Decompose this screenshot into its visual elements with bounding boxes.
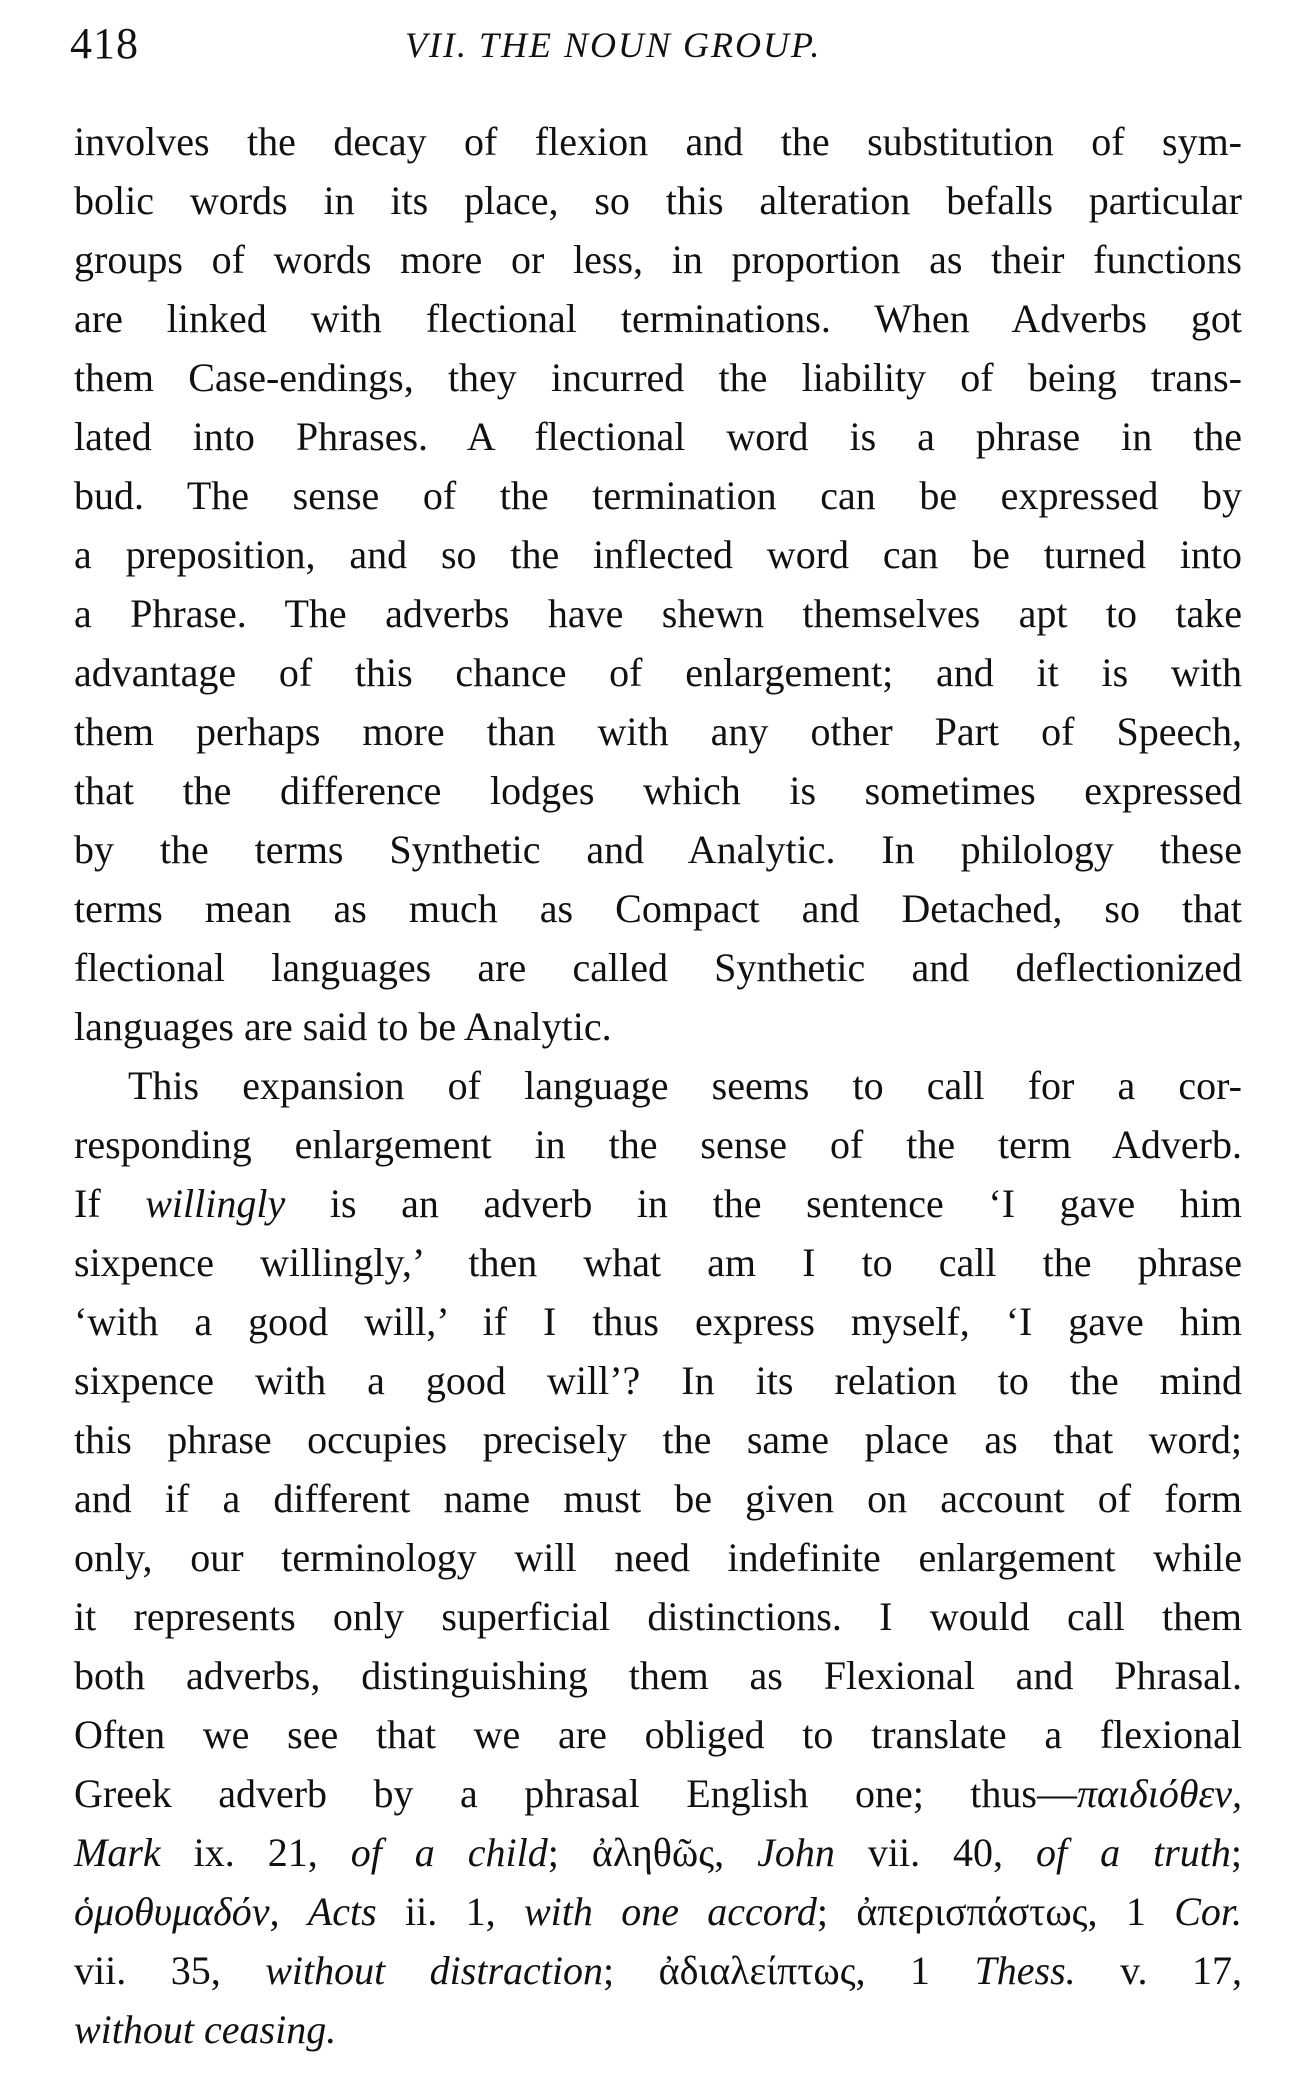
text-line	[74, 1882, 1242, 1941]
running-head: VII. THE NOUN GROUP.	[405, 25, 822, 65]
text-line: responding enlargement in the sense of the term Adverb.	[74, 1122, 1242, 1167]
text-line: sixpence with a good will’? In its relation to the mind	[74, 1358, 1242, 1403]
citation-book: Acts	[307, 1889, 377, 1934]
greek-term: παιδιόθεν,	[1076, 1771, 1242, 1816]
text-run: ;	[1230, 1830, 1243, 1875]
translation: without distraction	[265, 1948, 604, 1993]
text-line: ‘with a good will,’ if I thus express myself, ‘I gave him	[74, 1299, 1242, 1344]
text-line: are linked with flectional terminations. When Adverbs got	[74, 296, 1242, 341]
text-run: If	[74, 1181, 146, 1226]
text-line: a Phrase. The adverbs have shewn themselves apt to take	[74, 591, 1242, 636]
text-line: them perhaps more than with any other Part of Speech,	[74, 709, 1242, 754]
translation: of a child	[350, 1830, 548, 1875]
text-line: groups of words more or less, in proportion as their functions	[74, 237, 1242, 282]
text-run: is an adverb in the sentence ‘I gave him	[285, 1181, 1243, 1226]
text-run: Greek adverb by a phrasal English one; thus—	[74, 1771, 1077, 1816]
text-run: ii. 1,	[376, 1889, 524, 1934]
text-line: that the difference lodges which is sometimes expressed	[74, 768, 1242, 813]
text-line: this phrase occupies precisely the same place as that word;	[74, 1417, 1242, 1462]
text-line: them Case-endings, they incurred the liability of being trans-	[74, 355, 1242, 400]
text-line: only, our terminology will need indefinite enlargement while	[74, 1535, 1242, 1580]
text-line: and if a different name must be given on account of form	[74, 1476, 1242, 1521]
text-line: sixpence willingly,’ then what am I to call the phrase	[74, 1240, 1242, 1285]
text-line: flectional languages are called Synthetic and deflectionized	[74, 945, 1242, 990]
text-line: involves the decay of flexion and the substitution of sym-	[74, 119, 1242, 164]
text-run: ; ἀδιαλείπτως, 1	[603, 1948, 975, 1993]
translation: of a truth	[1036, 1830, 1231, 1875]
text-line: it represents only superficial distinctions. I would call them	[74, 1594, 1242, 1639]
page-number: 418	[70, 19, 139, 68]
text-run: vii. 35,	[74, 1948, 266, 1993]
text-line: a preposition, and so the inflected word can be turned into	[74, 532, 1242, 577]
italic-term: willingly	[145, 1181, 286, 1226]
citation-book: Thess.	[974, 1948, 1076, 1993]
text-line: by the terms Synthetic and Analytic. In philology these	[74, 827, 1242, 872]
text-line	[74, 1941, 1242, 2000]
page-header	[70, 18, 1250, 78]
greek-term: ὁμοθυμαδόν,	[74, 1889, 308, 1934]
text-line: This expansion of language seems to call for a cor-	[128, 1063, 1242, 1108]
body-text	[74, 112, 1242, 2059]
text-line: lated into Phrases. A flectional word is a phrase in the	[74, 414, 1242, 459]
text-line	[74, 2000, 1242, 2059]
translation: without ceasing.	[74, 2007, 337, 2052]
translation: with one accord	[523, 1889, 817, 1934]
text-line	[74, 1764, 1242, 1823]
text-line: bolic words in its place, so this alteration befalls particular	[74, 178, 1242, 223]
text-line: advantage of this chance of enlargement; and it is with	[74, 650, 1242, 695]
text-run: ix. 21,	[160, 1830, 351, 1875]
text-line: languages are said to be Analytic.	[74, 1004, 612, 1049]
citation-book: Mark	[74, 1830, 161, 1875]
text-line: bud. The sense of the termination can be expressed by	[74, 473, 1242, 518]
text-run: ; ἀληθῶς,	[547, 1830, 758, 1875]
text-line: Often we see that we are obliged to translate a flexional	[74, 1712, 1242, 1757]
citation-book: Cor.	[1174, 1889, 1242, 1934]
text-run: ; ἀπερισπάστως, 1	[816, 1889, 1175, 1934]
text-run: v. 17,	[1075, 1948, 1242, 1993]
text-line: terms mean as much as Compact and Detached, so that	[74, 886, 1242, 931]
text-line: both adverbs, distinguishing them as Flexional and Phrasal.	[74, 1653, 1242, 1698]
text-run: vii. 40,	[834, 1830, 1037, 1875]
text-line	[74, 1823, 1242, 1882]
text-line	[74, 1174, 1242, 1233]
citation-book: John	[757, 1830, 835, 1875]
